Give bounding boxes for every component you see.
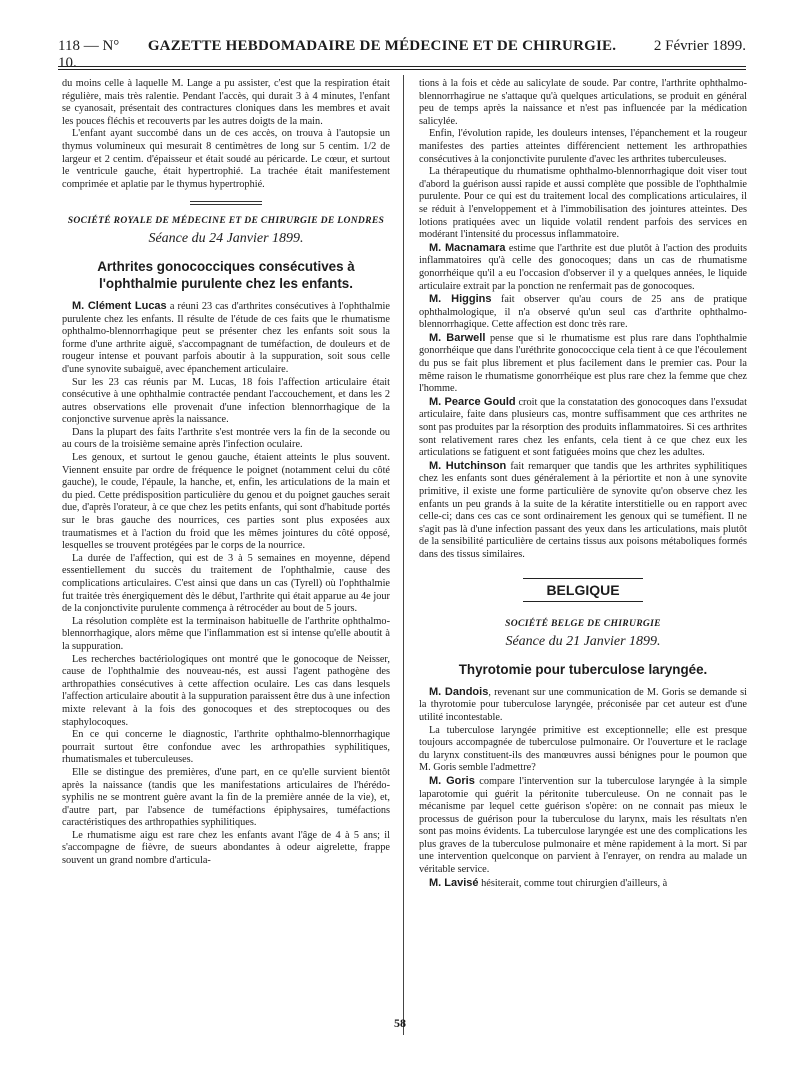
- speaker-name: M. Lavisé: [429, 876, 479, 889]
- article-title: Arthrites gonococciques consécutives à l'ophthalmie purulente chez les enfants.: [97, 258, 355, 291]
- page-number-header: 118 — N° 10.: [58, 38, 120, 71]
- paragraph: Dans la plupart des faits l'arthrite s'est montrée vers la fin de la seconde ou au cours de la troisième semaine après l'infection oculaire.: [62, 426, 390, 451]
- paragraph: [419, 242, 747, 293]
- right-column: [419, 78, 747, 890]
- paragraph: [419, 877, 747, 891]
- issue-date: 2 Février 1899.: [653, 38, 746, 54]
- session-date: Séance du 24 Janvier 1899.: [148, 231, 304, 247]
- running-header: [58, 38, 746, 71]
- society-heading: SOCIÉTÉ BELGE DE CHIRURGIE: [505, 618, 661, 630]
- paragraph: Elle se distingue des premières, d'une part, en ce qu'elle survient bientôt après la naissance (tandis que les manifestations articulaires de l'hérédo-syphilis ne se montrent guère avant la fin de la première année de la vie), et, d'autre part, par l'absence de tuméfactions épiphysaires, tuméfactions caractéristiques des arthropathies syphilitiques.: [62, 766, 390, 829]
- paragraph: Les recherches bactériologiques ont montré que le gonocoque de Neisser, cause de l'ophthalmie des nouveau-nés, est aussi l'agent pathogène des arthropathies consécutives à cette affection oculaire. Les cas dans lesquels l'affection articulaire aboutit à la suppuration paraissent être dus à une infection mixte relevant à la fois des gonocoques et des streptocoques ou des staphylocoques.: [62, 653, 390, 728]
- section-separator: [190, 201, 262, 202]
- paragraph: [419, 332, 747, 396]
- paragraph-text: compare l'intervention sur la tuberculose laryngée à la simple laparotomie qui guérit la péritonite tuberculeuse. On ne connait pas le mécanisme par lequel cette guérison s'opère: on ne connait pas mieux le processus de guérison pour la tuberculose du larynx, mais les résultats n'en sont pas moins évidents. La tuberculose laryngée est une des complications les plus graves de la tuberculose pulmonaire et mène rapidement à la mort. Si par une intervention quelconque on parvient à l'enrayer, on rendra au malade un véritable service.: [419, 775, 747, 876]
- paragraph: Enfin, l'évolution rapide, les douleurs intenses, l'épanchement et la rougeur manifestes des parties atteintes différencient nettement les arthropathies consécutives à la conjonctivite purulente d'avec les arthrites tuberculeuses.: [419, 128, 747, 165]
- speaker-name: M. Hutchinson: [429, 459, 507, 472]
- paragraph: du moins celle à laquelle M. Lange a pu assister, c'est que la respiration était régulière, mais très ralentie. Pendant l'accès, qui durait 3 à 4 minutes, l'enfant se cyanosait, présentait des contractures cloniques dans les membres et avait les pouces fléchis et recouverts par les autres doigts de la main.: [62, 78, 390, 127]
- paragraph-text: fait observer qu'au cours de 25 ans de pratique ophthalmologique, il n'a observé qu'un seul cas d'arthrite ophthalmo-blennorrhagique. Cette affection est donc très rare.: [419, 294, 747, 331]
- header-rule: [58, 66, 746, 67]
- speaker-name: M. Clément Lucas: [72, 299, 167, 312]
- speaker-name: M. Goris: [429, 774, 475, 787]
- society-heading: SOCIÉTÉ ROYALE DE MÉDECINE ET DE CHIRURGIE DE LONDRES: [67, 215, 385, 227]
- paragraph: La tuberculose laryngée primitive est exceptionnelle; elle est presque toujours accompagnée de tuberculose pulmonaire. Or l'ouverture et le raclage du larynx constituent-ils des manœuvres aussi bénignes pour le poumon que M. Goris semble l'admettre?: [419, 724, 747, 774]
- left-column: [62, 78, 390, 868]
- country-rule-bottom: [523, 601, 643, 602]
- paragraph: Le rhumatisme aigu est rare chez les enfants avant l'âge de 4 à 5 ans; il s'accompagne de fièvre, de sueurs abondantes à odeur aigrelette, frappe souvent un grand nombre d'articula-: [62, 829, 390, 867]
- journal-title: GAZETTE HEBDOMADAIRE DE MÉDECINE ET DE CHIRURGIE.: [147, 38, 617, 54]
- paragraph: La résolution complète est la terminaison habituelle de l'arthrite ophthalmo-blennorrhagique, alors même que l'inflammation est si intense qu'elle aboutit à la suppuration.: [62, 615, 390, 652]
- speaker-name: M. Higgins: [429, 293, 492, 306]
- header-rule-thin: [58, 69, 746, 70]
- paragraph: La durée de l'affection, qui est de 3 à 5 semaines en moyenne, dépend essentiellement du succès du traitement de l'ophthalmie, cause des complications articulaires. C'est ainsi que dans un cas (Tyrell) où l'ophthalmie fut traitée très énergiquement dès le début, l'arthrite qui était apparue au 4e jour de la conjonctivite purulente commença à rétrocéder au bout de 5 jours.: [62, 552, 390, 615]
- paragraph-text: estime que l'arthrite est due plutôt à l'action des produits inflammatoires qu'à celle des gonocoques; dans un cas de rhumatisme gonorrhéique qu'il a eu l'occasion d'observer il y a quelques années, le liquide articulaire extrait par la ponction ne renfermait pas de gonocoques.: [419, 242, 747, 292]
- paragraph: La thérapeutique du rhumatisme ophthalmo-blennorrhagique doit viser tout d'abord la guérison aussi rapide et aussi complète que possible de l'ophthalmie purulente. Pour ce qui est du traitement local des complications articulaires, il se réduit à l'enveloppement et à l'immobilisation des jointures atteintes. Des lotions pratiquées avec un liquide volatil rendent parfois des services en modérant l'intensité du processus inflammatoire.: [419, 166, 747, 241]
- paragraph: En ce qui concerne le diagnostic, l'arthrite ophthalmo-blennorrhagique pourrait surtout être confondue avec les arthropathies syphilitiques, rhumatismales et tuberculeuses.: [62, 729, 390, 766]
- paragraph: [62, 300, 390, 377]
- paragraph: L'enfant ayant succombé dans un de ces accès, on trouva à l'autopsie un thymus volumineux qui mesurait 8 centimètres de long sur 5 centim. 1/2 de largeur et 2 centim. d'épaisseur et était soudé au péricarde. Le cœur, et surtout le ventricule gauche, était hypertrophié. La trachée était manifestement comprimée et aplatie par le thymus hypertrophié.: [62, 128, 390, 190]
- column-divider: [403, 75, 404, 1035]
- paragraph: [419, 396, 747, 460]
- paragraph: [419, 686, 747, 725]
- paragraph-text: pense que si le rhumatisme est plus rare dans l'ophthalmie gonorrhéique que dans l'uréthrite gonococcique cela tient à ce que l'écoulement du pus se fait plus librement et plus facilement dans le premier cas. Pour la même raison le rhumatisme gonorrhéique est plus rare chez la femme que chez l'homme.: [419, 332, 748, 395]
- session-date: Séance du 21 Janvier 1899.: [505, 634, 661, 650]
- country-heading: BELGIQUE: [546, 581, 620, 598]
- paragraph-text: fait remarquer que tandis que les arthrites syphilitiques chez les enfants sont dues généralement à la périortite et non à une synovite primitive, il existe une forme particulière de synovite qu'on observe chez les enfants un peu grands à la suite de la kératite interstitielle ou en rapport avec celle-ci; dans ces cas ce sont ordinairement les genoux qui se tuméfient. Il ne s'agit pas là d'une infection passant des yeux dans les articulations, mais plutôt de la sensibilité particulière de certains tissus aux poisons métaboliques formés dans des tissus similaires.: [419, 460, 747, 560]
- paragraph: Sur les 23 cas réunis par M. Lucas, 18 fois l'affection articulaire était consécutive à une ophthalmie contractée pendant l'accouchement, et dans les 2 autres observations elle provenait d'une infection blennorrhagique de la conjonctive survenue après la naissance.: [62, 376, 390, 426]
- paragraph-text: croit que la constatation des gonocoques dans l'exsudat articulaire, faite dans plusieurs cas, montre suffisamment que ces arthrites ne sont pas produites par la résorption des produits inflammatoires. Si ces arthrites sont relativement rares chez les enfants, cela tient à ce que chez eux les articulations se fatiguent et sont fatiguées moins que chez les adultes.: [419, 396, 747, 459]
- section-separator: [190, 204, 262, 205]
- country-rule-top: [523, 578, 643, 579]
- speaker-name: M. Pearce Gould: [429, 395, 516, 408]
- country-section: [419, 578, 747, 603]
- paragraph-text: , revenant sur une communication de M. Goris se demande si la thyrotomie pour tuberculose laryngée, préconisée par cet auteur est d'une utilité incontestable.: [419, 686, 747, 723]
- paragraph: [419, 460, 747, 562]
- speaker-name: M. Macnamara: [429, 241, 506, 254]
- paragraph: Les genoux, et surtout le genou gauche, étaient atteints le plus souvent. Viennent ensuite par ordre de fréquence le poignet (notamment celui du côté gauche), le coude, l'épaule, la hanche, et, enfin, les articulations de la main et du pied. Cette prédisposition particulière du genou et du poignet gauches serait due, d'après l'orateur, à ce que chez les petits enfants, qui sont d'habitude portés sur le bras gauche des nourrices, ces parties sont plus exposées aux traumatismes et à l'action du froid que les mêmes jointures du côté opposé, lesquelles se trouvent protégées par le corps de la nourrice.: [62, 452, 390, 552]
- speaker-name: M. Dandois: [429, 685, 489, 698]
- paragraph-text: a réuni 23 cas d'arthrites consécutives à l'ophthalmie purulente chez les enfants. Il résulte de l'étude de ces faits que le rhumatisme ophthalmo-blennorrhagique peut se présenter chez les enfants soit sous la forme d'une arthrite aiguë, s'accompagnant de tuméfaction, de douleurs et de rougeur intense et pouvant parfois aboutir à la suppuration, soit sous celle d'une synovite subaiguë, avec épanchement articulaire.: [62, 300, 390, 375]
- paragraph-text: hésiterait, comme tout chirurgien d'ailleurs, à: [478, 877, 668, 889]
- article-title: Thyrotomie pour tuberculose laryngée.: [458, 661, 708, 677]
- paragraph: [419, 775, 747, 877]
- paragraph: [419, 293, 747, 332]
- speaker-name: M. Barwell: [429, 331, 486, 344]
- page-footer-number: 58: [394, 1016, 406, 1030]
- paragraph: tions à la fois et cède au salicylate de soude. Par contre, l'arthrite ophthalmo-blennorrhagirue ne s'attaque qu'à quelques articulations, se produit en général peu de temps après la naissance et n'est pas influencée par la médication salicylée.: [419, 78, 747, 127]
